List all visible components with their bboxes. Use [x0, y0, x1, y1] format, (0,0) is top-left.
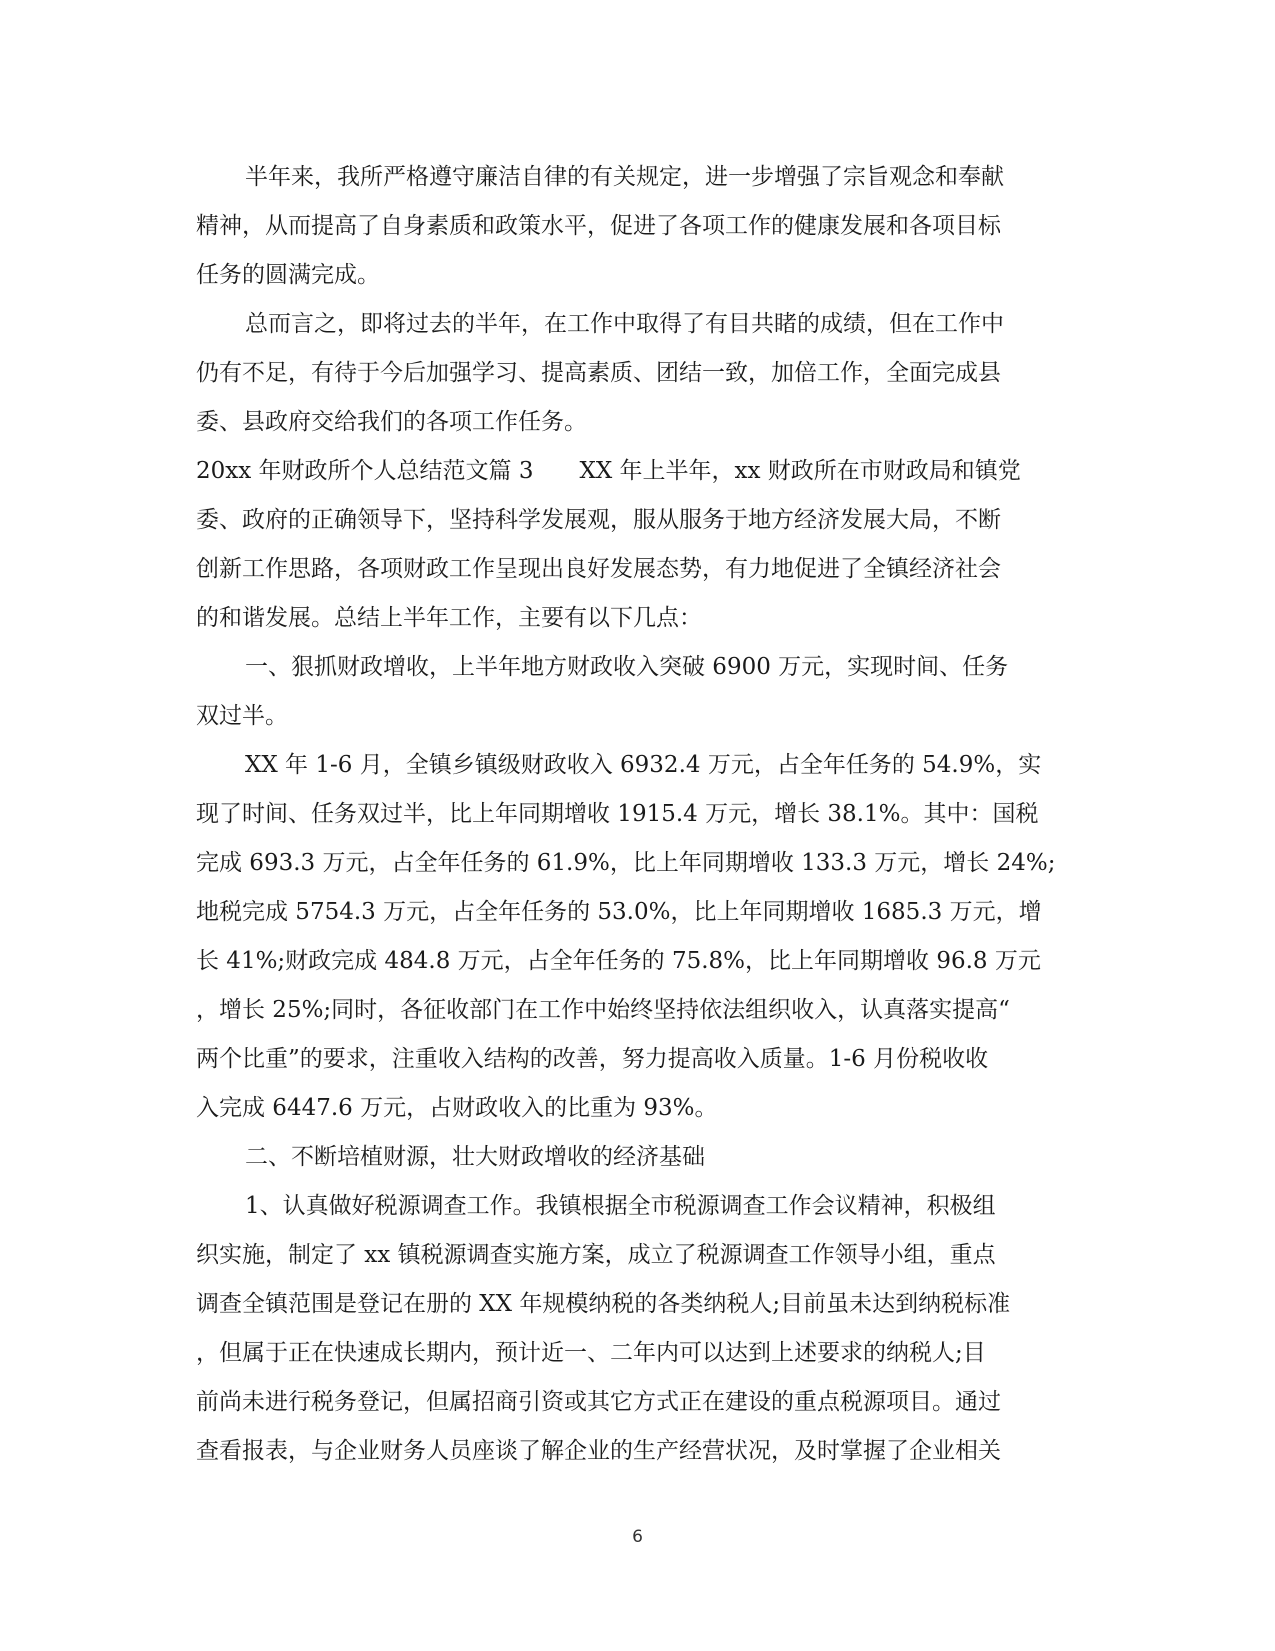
page-number: 6	[632, 1527, 643, 1547]
text-line: XX 年 1-6 月，全镇乡镇级财政收入 6932.4 万元，占全年任务的 54.9%，实	[245, 752, 1042, 778]
text-line: 织实施，制定了 xx 镇税源调查实施方案，成立了税源调查工作领导小组，重点	[196, 1242, 996, 1268]
text-line: 委、县政府交给我们的各项工作任务。	[196, 409, 587, 435]
text-line: 地税完成 5754.3 万元，占全年任务的 53.0%，比上年同期增收 1685.3 万元，增	[196, 899, 1042, 925]
text-line: 双过半。	[196, 703, 288, 729]
text-line: 两个比重”的要求，注重收入结构的改善，努力提高收入质量。1-6 月份税收收	[196, 1046, 989, 1072]
text-line: 现了时间、任务双过半，比上年同期增收 1915.4 万元，增长 38.1%。其中：国税	[196, 801, 1039, 827]
text-line: 1、认真做好税源调查工作。我镇根据全市税源调查工作会议精神，积极组	[245, 1193, 996, 1219]
document-body	[196, 153, 1072, 1476]
text-line: 总而言之，即将过去的半年，在工作中取得了有目共睹的成绩，但在工作中	[245, 311, 1004, 337]
text-line: 入完成 6447.6 万元，占财政收入的比重为 93%。	[196, 1095, 718, 1121]
text-line: 查看报表，与企业财务人员座谈了解企业的生产经营状况，及时掌握了企业相关	[196, 1438, 1001, 1464]
text-line: 任务的圆满完成。	[196, 262, 380, 288]
text-line: 的和谐发展。总结上半年工作，主要有以下几点：	[196, 605, 702, 631]
text-line: 前尚未进行税务登记，但属招商引资或其它方式正在建设的重点税源项目。通过	[196, 1389, 1001, 1415]
text-line: ，增长 25%;同时，各征收部门在工作中始终坚持依法组织收入，认真落实提高“	[196, 997, 1010, 1023]
text-line: 半年来，我所严格遵守廉洁自律的有关规定，进一步增强了宗旨观念和奉献	[245, 164, 1004, 190]
text-line: 委、政府的正确领导下，坚持科学发展观，服从服务于地方经济发展大局，不断	[196, 507, 1001, 533]
text-line: 调查全镇范围是登记在册的 XX 年规模纳税的各类纳税人;目前虽未达到纳税标准	[196, 1291, 1011, 1317]
text-line: 完成 693.3 万元，占全年任务的 61.9%，比上年同期增收 133.3 万元，增长 24%;	[196, 850, 1056, 876]
text-line: ，但属于正在快速成长期内，预计近一、二年内可以达到上述要求的纳税人;目	[196, 1340, 986, 1366]
text-line: 二、不断培植财源，壮大财政增收的经济基础	[245, 1144, 705, 1170]
text-line: 20xx 年财政所个人总结范文篇 3 XX 年上半年，xx 财政所在市财政局和镇党	[196, 458, 1021, 484]
text-line: 一、狠抓财政增收，上半年地方财政收入突破 6900 万元，实现时间、任务	[245, 654, 1009, 680]
text-line: 精神，从而提高了自身素质和政策水平，促进了各项工作的健康发展和各项目标	[196, 213, 1001, 239]
text-line: 创新工作思路，各项财政工作呈现出良好发展态势，有力地促进了全镇经济社会	[196, 556, 1001, 582]
text-line: 仍有不足，有待于今后加强学习、提高素质、团结一致，加倍工作，全面完成县	[196, 360, 1001, 386]
text-line: 长 41%;财政完成 484.8 万元，占全年任务的 75.8%，比上年同期增收 96.8 万元	[196, 948, 1041, 974]
